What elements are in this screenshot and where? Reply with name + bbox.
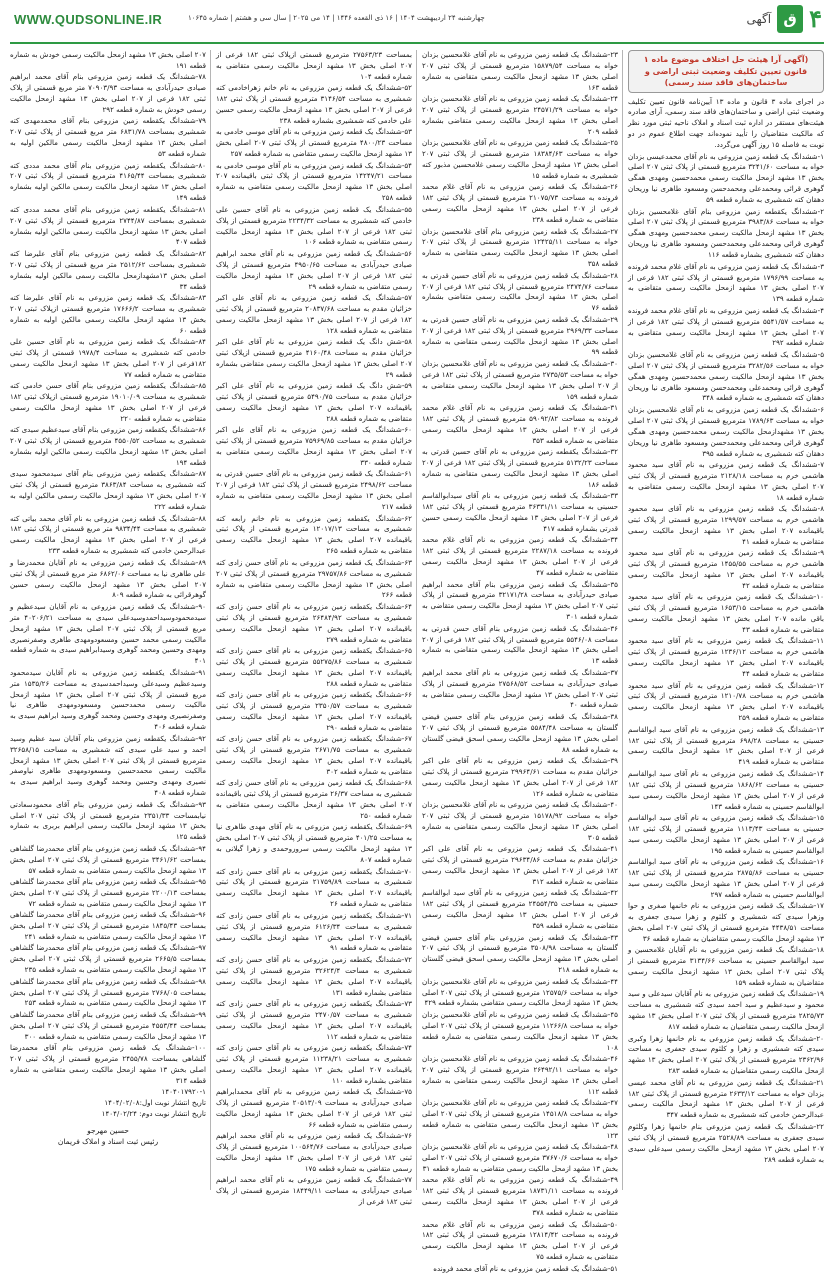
- notice-entry: ۹۵-ششدانگ یک قطعه زمین مزروعی بنام آقای محمدرضا گلشاهی بمساحت ۲۲۰۰/۱۳ مترمربع قسمتی از پلاک ثبتی ۲۰۷ اصلی بخش ۱۳ مشهد ازمحل مالکیت رسمی متقاضی به شماره قطعه ۷۲: [10, 876, 206, 908]
- notice-entry: ۷۶-ششدانگ یک قطعه زمین مزروعی به نام آقای محمد ابراهیم صیادی حیدرآبادی به مساحت ۱۰۰۵۶۴/۷۶ مترمربع قسمتی از پلاک ثبتی ۱۸۲ فرعی از ۲۰۷ اصلی بخش ۱۳ مشهد ازمحل مالکیت رسمی متقاضی به شماره قطعه ۱۷۵: [216, 1131, 412, 1174]
- notice-entry: ۱۰۰-ششدانگ یک قطعه زمین مزروعی بنام آقای محمدرضا گلشاهی بمساحت ۲۴۵۵/۷۸ مترمربع قسمتی از پلاک ثبتی ۲۰۷ اصلی بخش ۱۳ مشهد ازمحل مالکیت رسمی متقاضی به شماره قطعه ۳۱۴: [10, 1043, 207, 1085]
- notice-entry: ۵۸-شش دانگ یک قطعه زمین مزروعی به نام آقای علی اکبر خزائیان مقدم به مساحت ۴۱۶۰/۴۸ مترمربع قسمتی ازپلاک ثبتی ۲۰۷ اصلی بخش ۱۳ مشهد ازمحل مالکیت رسمی متقاضی بشماره قطعه ۲۹: [216, 337, 412, 379]
- notice-entry: ۲۶-ششدانگ یک قطعه زمین مزروعی به نام آقای غلام محمد فرونده به مساحت ۲۱۰۷۵/۷۳ مترمربع قسمتی از پلاک ثبتی ۱۸۲ فرعی از ۲۰۷ اصلی بخش ۱۳ مشهد ازمحل مالکیت رسمی متقاضی به شماره قطعه ۲۳۸: [422, 182, 619, 225]
- notice-entry: ۸-ششدانگ یک قطعه زمین مزروعی به نام آقای سید محمود هاشمی خرم به مساحت ۱۲۹۹/۵۷ مترمربع قسمتی از پلاک ثبتی باقیمانده ۲۰۷ اصلی بخش ۱۳ مشهد ازمحل مالکیت رسمی متقاضی به شماره قطعه ۴۱: [628, 504, 824, 546]
- notice-entry: ۸۰-ششدانگ یکقطعه زمین مزروعی بنام آقای محمد مددی کته شمشیری بمساحت ۴۱۶۵/۴۴ مترمربع قسمتی از پلاک ثبتی ۲۰۷ اصلی بخش ۱۳ مشهد ازمحل مالکیت رسمی مالکین اولیه بشماره قطعه ۱۴۹: [10, 160, 207, 203]
- notice-entry: ۶۱-ششدانگ یک قطعه زمین مزروعی به نام آقای حسین قدرتی به مساحت ۲۴۹۸/۶۲ مترمربع قسمتی از پلاک ثبتی ۱۸۲ فرعی از ۲۰۷ اصلی بخش ۱۳ مشهد ازمحل مالکیت رسمی متقاضی به شماره قطعه ۲۱۷: [216, 469, 412, 512]
- notice-entry: ۱۵-ششدانگ یک قطعه زمین مزروعی به نام آقای سید ابوالقاسم حسینی به مساحت ۱۱۱۳/۴۳ مترمربع قسمتی از پلاک ثبتی ۱۸۲ فرعی از ۲۰۷ اصلی بخش ۱۳ مشهد ازمحل مالکیت رسمی سید ابوالقاسم حسینی به شماره قطعه ۱۹۵: [628, 812, 824, 855]
- notice-title: (آگهی آرا هیئت حل اختلاف موضوع ماده ۱ قانون تعیین تکلیف وضعیت ثبتی اراضی و ساختمان‌های فاقد سند رسمی): [628, 50, 824, 93]
- signer-title: رئیس ثبت اسناد و املاک فریمان: [57, 1136, 159, 1146]
- notice-entry: ۳۳-ششدانگ یک قطعه زمین مزروعی به نام آقای سیدابوالقاسم حسینی به مساحت ۳۶۳۳۱/۱۱ مترمربع قسمتی از پلاک ثبتی ۱۸۲ فرعی از ۲۰۷ اصلی بخش ۱۳ مشهد ازمحل مالکیت رسمی حسین قدرتی بشماره قطعه ۴۱۷: [422, 491, 619, 533]
- column-divider: [622, 50, 623, 1190]
- notice-entry: ۴۰-ششدانگ یک قطعه زمین مزروعی به نام آقای غلامحسین بزدان خواه به مساحت ۱۵۱۷۸/۹۲ مترمربع قسمتی از پلاک ثبتی ۲۰۷ اصلی بخش ۱۳ مشهد ازمحل مالکیت رسمی متقاضی به شماره قطعه ۳۰۵: [422, 800, 618, 842]
- notice-entry: ۹-ششدانگ یک قطعه زمین مزروعی به نام آقای سید محمود هاشمی خرم به مساحت ۱۴۵۵/۵۵ مترمربع قسمتی از پلاک ثبتی باقیمانده ۲۰۷ اصلی بخش ۱۳ مشهد ازمحل مالکیت رسمی متقاضی به شماره قطعه ۴۲: [628, 548, 824, 590]
- notice-entry: ۲۸-ششدانگ یک قطعه زمین مزروعی به نام آقای حسین قدرتی به مساحت ۲۴۷۴/۷۶ مترمربع قسمتی از پلاک ثبتی ۱۸۲ فرعی از ۲۰۷ اصلی بخش ۱۳ مشهد ازمحل مالکیت رسمی متقاضی بشماره قطعه ۷۶: [422, 270, 618, 313]
- notice-entry: ۲۱-ششدانگ یک قطعه زمین مزروعی به نام آقای محمد عیسی بزدان خواه به مساحت ۲۶۳۳/۱۲ مترمربع قسمتی از پلاک ثبتی ۱۸۲ فرعی از ۲۰۷ اصلی بخش ۱۳ مشهد ازمحل مالکیت رسمی عبدالرحمن خادمی کته شمشیری به شماره قطعه ۳۴۷: [628, 1077, 825, 1120]
- section-label: آگهی: [746, 11, 772, 26]
- notice-entry: ۴۲-ششدانگ یک قطعه زمین مزروعی به نام آقای سید ابوالقاسم حسینی به مساحت ۲۴۵۵۴/۳۵ مترمربع قسمتی از پلاک ثبتی ۱۸۲ فرعی از ۲۰۷ اصلی بخش ۱۳ مشهد ازمحل مالکیت رسمی متقاضی به شماره قطعه ۳۵۹: [422, 888, 619, 931]
- notice-entry: ۱۴-ششدانگ یک قطعه زمین مزروعی به نام آقای سید ابوالقاسم حسینی به مساحت ۱۸۶۸/۶۲ مترمربع قسمتی از پلاک ثبتی ۱۸۲ فرعی از ۲۰۷ اصلی بخش ۱۳ مشهد ازمحل مالکیت رسمی سید ابوالقاسم حسینی به شماره قطعه ۱۴۳: [628, 768, 824, 811]
- notice-entry: ۲-ششدانگ یکقطعه زمین مزروعی بنام آقای غلامحسین بزدان خواه به مساحت ۳۹۸۳/۸۶ مترمربع قسمتی از پلاک ثبتی ۲۰۷ اصلی بخش ۱۳ مشهد ازمحل مالکیت رسمی محمدحسین ومهدی همگی گوهری قرائی ومحمدعلی ومحمدحسن ومسعود طاهری نیا وریحان دهقان کته شمشیری بشماره قطعه ۱۱۶: [628, 206, 825, 260]
- page-header: [0, 0, 834, 40]
- notice-entry: ۷۵-ششدانگ یک قطعه زمین مزروعی به نام آقای محمدابراهیم صیادی حیدرآبادی به مساحت ۲۰۵۱۳/۰۹ مترمربع قسمتی از پلاک ثبتی ۱۸۲ فرعی از ۲۰۷ اصلی بخش ۱۳ مشهد ازمحل مالکیت رسمی متقاضی به شماره قطعه ۶۶: [216, 1087, 412, 1129]
- notice-entry: ۵۴-ششدانگ یک قطعه زمین مزروعی به نام آقای موسی خادمی به مساحت ۱۴۲۴۷/۲۱ مترمربع قسمتی از پلاک ثبتی باقیمانده ۲۰۷ اصلی بخش ۱۳ مشهد ازمحل مالکیت رسمی متقاضی به شماره قطعه ۲۵۸: [216, 160, 412, 203]
- column-4: [10, 50, 206, 1190]
- notice-entry: ۹۲-ششدانگ یکقطعه زمین مزروعی بنام آقایان سید عظیم وسید احمد و سید علی سیدی کته شمشیری به مساحت ۳۲۶۵۸/۱۵ مترمربع قسمتی از پلاک ثبتی ۲۰۷ اصلی بخش ۱۳ مشهد ازمحل مالکیت رسمی محمدحسین ومسعودومهدی طاهری نیاوصفر نصیری ومهدی وحسین ومحمد گوهری وسید ابراهیم سیدی به شماره قطعه ۴۰۸: [10, 733, 206, 798]
- notice-entry: ۶۸-ششدانگ یک قطعه زمین مزروعی به نام آقای حسن زادی کته شمشیری به مساحت ۲۶/۳۷ مترمربع قسمتی از پلاک ثبتی باقیمانده ۲۰۷ اصلی بخش ۱۳ مشهد ازمحل مالکیت رسمی متقاضی به شماره قطعه ۲۵۰: [216, 778, 412, 821]
- notice-entry: ۳۶-ششدانگ یک قطعه زمین مزروعی بنام آقای حسن قدرتی به مساحت ۵۵۴۶/۰۸ مترمربع قسمتی از پلاک ثبتی ۱۸۲ فرعی از ۲۰۷ اصلی بخش ۱۳ مشهد ازمحل مالکیت رسمی متقاضی به شماره قطعه ۱۳: [422, 623, 618, 666]
- notice-entry: ۳-ششدانگ یک قطعه زمین مزروعی به نام آقای غلام محمد فرونده به مساحت ۱۷۹۶/۹۹ مترمربع قسمتی از پلاک ثبتی ۱۸۲ فرعی از ۲۰۷ اصلی بخش ۱۳ مشهد ازمحل مالکیت رسمی متقاضی به شماره قطعه ۱۳۹: [628, 261, 825, 304]
- notice-entry: ۸۷-ششدانگ یکقطعه زمین مزروعی بنام آقای سیدمحمود سیدی کته شمشیری به مساحت ۳۸۶۳/۸۴ مترمربع قسمتی از پلاک ثبتی ۲۰۷ اصلی بخش ۱۳ مشهد ازمحل مالکیت رسمی مالکین اولیه به شماره قطعه ۲۲۲: [10, 469, 206, 512]
- notice-entry: ۶۵-ششدانگ یکقطعه زمین مزروعی به نام آقای حسن زادی کته شمشیری به مساحت ۵۵۲۷۵/۸۶ مترمربع قسمتی از پلاک ثبتی باقیمانده ۲۰۷ اصلی بخش ۱۳ مشهد ازمحل مالکیت رسمی متقاضی به شماره قطعه ۲۸۸: [216, 645, 412, 688]
- notice-entry: ۶۰-ششدانگ یک قطعه زمین مزروعی به نام آقای علی اکبر خزائیان مقدم به مساحت ۷۵۹۶۹/۸۵ مترمربع قسمتی از پلاک ثبتی ۲۰۷ اصلی بخش ۱۳ مشهد ازمحل مالکیت رسمی متقاضی به شماره قطعه ۳۳۰: [216, 425, 412, 468]
- notice-entry: ۸۵-ششدانگ یکقطعه زمین مزروعی بنام آقای حسن خادمی کته شمشیری به مساحت ۱۹۰۱۰/۰۹ مترمربع قسمتی ازپلاک ثبتی ۱۸۲ فرعی از ۲۰۷ اصلی بخش ۱۳ مشهد ازمحل مالکیت رسمی متقاضی به شماره قطعه ۲۲۰: [10, 381, 207, 423]
- notice-entry: ۹۷-ششدانگ یک قطعه زمین مزروعی بنام آقای محمدرضا گلشاهی بمساحت ۲۶۶۵/۵ مترمربع قسمتی از پلاک ثبتی ۲۰۷ اصلی بخش ۱۳ مشهد ازمحل مالکیت رسمی متقاضی به شماره قطعه ۲۳۵: [10, 943, 207, 975]
- notice-entry: ۶۶-ششدانگ یکقطعه زمین مزروعی به نام آقای حسن زادی کته شمشیری به مساحت ۲۳۵۰/۵۷ مترمربع قسمتی از پلاک ثبتی باقیمانده ۲۰۷ اصلی بخش ۱۳ مشهد ازمحل مالکیت رسمی متقاضی به شماره قطعه ۲۹۰: [216, 690, 412, 732]
- header-divider: [10, 42, 824, 44]
- notice-entry: ۳۲-ششدانگ یکقطعه زمین مزروعی به نام آقای حسین قدرتی به مساحت ۵۱۳۲/۲۳ مترمربع قسمتی از پلاک ثبتی ۱۸۲ فرعی از ۲۰۷ اصلی بخش ۱۳ مشهد ازمحل مالکیت رسمی متقاضی به شماره قطعه ۱۸۶: [422, 447, 618, 489]
- second-publish-date: تاریخ انتشار نوبت دوم: ۱۴۰۴/۰۲/۲۴: [101, 1109, 206, 1118]
- notice-entry: ۶۲-ششدانگ یکقطعه زمین مزروعی به نام خانم رابعه کته شمشیری به مساحت ۱۲۰۱۷/۱۳ مترمربع قسمتی از پلاک ثبتی باقیمانده ۲۰۷ اصلی بخش ۱۳ مشهد ازمحل مالکیت رسمی متقاضی به شماره قطعه ۲۶۵: [216, 513, 412, 556]
- notice-entry: ۱۲-ششدانگ یک قطعه زمین مزروعی به نام آقای سید محمود هاشمی خرم به مساحت ۱۲۱۰/۷۸ مترمربع قسمتی از پلاک ثبتی باقیمانده ۲۰۷ اصلی بخش ۱۳ مشهد ازمحل مالکیت رسمی متقاضی به شماره قطعه ۲۵۹: [628, 680, 824, 723]
- column-4-entries: [10, 50, 206, 1087]
- notice-entry: ۷۷-ششدانگ یک قطعه زمین مزروعی به نام آقای محمد ابراهیم صیادی حیدرآبادی به مساحت ۱۸۴۴۹/۱۱ مترمربع قسمتی از پلاک ثبتی ۱۸۲ فرعی از: [216, 1175, 412, 1207]
- notice-entry: ۸۱-ششدانگ یکقطعه زمین مزروعی بنام آقای محمد مددی کته شمشیری بمساحت ۲۷۴۴/۸۷ مترمربع قسمتی از پلاک ثبتی ۲۰۷ اصلی بخش ۱۳ مشهد ازمحل مالکیت رسمی مالکین اولیه بشماره قطعه ۴۰۷: [10, 204, 207, 247]
- notice-entry: ۴۸-ششدانگ یک قطعه زمین مزروعی به نام آقای غلامحسین بزدان خواه به مساحت ۳۷۶۷۰/۶ مترمربع قسمتی از پلاک ثبتی ۲۰۷ اصلی بخش ۱۳ مشهد ازمحل مالکیت رسمی متقاضی به شماره قطعه ۳۱: [422, 1142, 619, 1174]
- notice-entry: ۹۳-ششدانگ یک قطعه زمین مزروعی بنام آقای محمودسعادتی نیابمساحت ۲۳۵۱/۳۳ مترمربع قسمتی از پلاک ثبتی ۲۰۷ اصلی بخش ۱۳ مشهد ازمحل مالکیت رسمی ابراهیم بربری به شماره قطعه ۱۲۵: [10, 799, 207, 842]
- notice-entry: ۲۴-ششدانگ یک قطعه زمین مزروعی به نام آقای غلامحسین بزدان خواه به مساحت ۲۴۵۷۱/۲۹ مترمربع قسمتی از پلاک ثبتی ۲۰۷ اصلی بخش ۱۳ مشهد ازمحل مالکیت رسمی متقاضی بشماره قطعه ۲۰۹: [422, 94, 618, 136]
- notice-entry: ۹۱-ششدانگ یکقطعه زمین مزروعی به نام آقایان سیدمحمود وسیدعظیم وسیدعلی وسیداحمدسیدی به مساحت ۱۵۳۵/۲۶ متر مربع قسمتی از پلاک ثبتی ۲۰۷ اصلی بخش ۱۳ مشهد ازمحل مالکیت رسمی محمدحسین ومسعودومهدی طاهری نیا وصفرنصیری ومهدی وحسین ومحمد گوهری وسید ابراهیم سیدی به شماره قطعه ۴۰۶: [10, 667, 207, 732]
- notice-entry: ۷۸-ششدانگ یک قطعه زمین مزروعی بنام آقای محمد ابراهیم صیادی حیدرآبادی به مساحت ۷۰۹۰۳/۹۳ متر مربع قسمتی از پلاک ثبتی ۱۸۲ فرعی از ۲۰۷ اصلی بخش ۱۳ مشهد ازمحل مالکیت رسمی خودش به شماره قطعه ۲۹۲: [10, 72, 207, 115]
- notice-entry: ۴-ششدانگ یک قطعه زمین مزروعی به نام آقای غلام محمد فرونده به مساحت ۵۵۴۱/۵۷ مترمربع قسمتی از پلاک ثبتی ۱۸۲ فرعی از ۲۰۷ اصلی بخش ۱۳ مشهد ازمحل مالکیت رسمی متقاضی به شماره قطعه ۲۹۲: [628, 305, 825, 348]
- column-3: [216, 50, 413, 1207]
- notice-entry: ۸۲-ششدانگ یک قطعه زمین مزروعی بنام آقای علیرضا کته شمشیری بمساحت ۲۵۱۲/۶۲ متر مربع قسمتی از پلاک ثبتی ۲۰۷ اصلی بخش ۱۳مشهدازمحل مالکیت رسمی مالکین اولیه بشماره قطعه ۳۴: [10, 248, 207, 291]
- publication-dates: [10, 1087, 206, 1120]
- notice-entry: ۴۳-ششدانگ یک قطعه زمین مزروعی بنام آقای حسین فیضی گلستان به مساحت ۳۵۰۸/۹۸ مترمربع قسمتی از پلاک ثبتی ۲۰۷ اصلی بخش ۱۳ مشهد ازمحل مالکیت رسمی اسحق فیضی گلستان به شماره قطعه ۲۱۸: [422, 932, 618, 975]
- notice-entry: ۵۱-ششدانگ یک قطعه زمین مزروعی به نام آقای محمد فرونده: [433, 1263, 618, 1273]
- notice-entry: ۱۱-ششدانگ یک قطعه زمین مزروعی به نام آقای سید محمود هاشمی خرم به مساحت ۱۲۳۶/۱۲ مترمربع قسمتی از پلاک ثبتی باقیمانده ۲۰۷ اصلی بخش ۱۳ مشهد ازمحل مالکیت رسمی متقاضی به شماره قطعه ۴۴: [628, 636, 824, 679]
- first-publish-date: تاریخ انتشار نوبت اول:۱۴۰۴/۰۲/۰۸: [104, 1098, 206, 1108]
- notice-entry: ۶۴-ششدانگ یکقطعه زمین مزروعی به نام آقای حسن زادی کته شمشیری به مساحت ۲۶۴۸۴/۹۲ مترمربع قسمتی از پلاک ثبتی باقیمانده ۲۰۷ اصلی بخش ۱۳ مشهد ازمحل مالکیت رسمی متقاضی به شماره قطعه ۲۷۹: [216, 601, 412, 644]
- notice-entry: ۵۲-ششدانگ یک قطعه زمین مزروعی به نام خانم زهراخادمی کته شمشیری به مساحت ۳۱۴۶/۵۴ مترمربع قسمتی از پلاک ثبتی ۱۸۲ فرعی از ۲۰۷ اصلی بخش ۱۳ مشهد ازمحل مالکیت رسمی حسین علی خادمی کته شمشیری بشماره قطعه ۲۳۸: [216, 83, 413, 125]
- column-divider: [416, 50, 417, 1190]
- notice-entry: ۳۰-ششدانگ یک قطعه زمین مزروعی به نام آقای غلامحسین بزدان خواه به مساحت ۲۷۳۵/۵۳ مترمربع قسمتی از پلاک ثبتی ۱۸۲ فرعی از ۲۰۷ اصلی بخش ۱۳ مشهد ازمحل مالکیت رسمی متقاضی به شماره قطعه ۱۵۹: [422, 358, 619, 401]
- signature-block: [10, 1126, 206, 1148]
- notice-entry: ۵۰-ششدانگ یک قطعه زمین مزروعی به نام آقای غلام محمد فرونده به مساحت ۱۲۸۱۴/۴۲ مترمربع قسمتی از پلاک ثبتی ۱۸۲ فرعی از ۲۰۷ اصلی بخش ۱۳ مشهد ازمحل مالکیت رسمی متقاضی به شماره قطعه ۷۵: [422, 1219, 619, 1262]
- notice-entry: ۴۷-ششدانگ یک قطعه زمین مزروعی به نام آقای غلامحسین بزدان خواه به مساحت ۱۴۵۱۸/۸ مترمربع قسمتی از پلاک ثبتی ۲۰۷ اصلی بخش ۱۳ مشهد ازمحل مالکیت رسمی متقاضی به شماره قطعه ۱۲۳: [422, 1098, 619, 1140]
- notice-entry: ۷۲-ششدانگ یکقطعه زمین مزروعی به نام آقای حسن زادی کته شمشیری به مساحت ۳۲۶۲۴/۴ مترمربع قسمتی از پلاک ثبتی باقیمانده ۲۰۷ اصلی بخش ۱۳ مشهد ازمحل مالکیت رسمی متقاضی بشماره قطعه ۱۳۱: [216, 954, 412, 997]
- notice-entry: ۱۰-ششدانگ یک قطعه زمین مزروعی به نام آقای سید محمود هاشمی خرم به مساحت ۱۶۵۳/۱۵ مترمربع قسمتی از پلاک ثبتی باقی مانده ۲۰۷ اصلی بخش ۱۳ مشهد ازمحل مالکیت رسمی متقاضی به شماره قطعه ۴۳: [628, 592, 825, 634]
- column-divider: [210, 50, 211, 1190]
- signer-name: حسین مهرجو: [87, 1125, 129, 1135]
- notice-entry: ۱۹-ششدانگ یک قطعه زمین مزروعی به نام آقایان سیدعلی و سید محمود و سیدعظیم و سید احمد سیدی کته شمشیری به مساحت ۲۸۲۵/۷۳ مترمربع قسمتی از پلاک ثبتی ۲۰۷ اصلی بخش ۱۳ مشهد ازمحل مالکیت رسمی متقاضیان به شماره قطعه ۸۱۷: [628, 989, 824, 1032]
- notice-entry: ۳۷-ششدانگ یک قطعه زمین مزروعی به نام آقای محمد ابراهیم صیادی حیدرآبادی به مساحت ۲۷۵۶۸/۵۲ مترمربع قسمتی از پلاک ثبتی ۲۰۷ اصلی بخش ۱۳ مشهد ازمحل مالکیت رسمی متقاضی به شماره قطعه ۴۰: [422, 667, 618, 710]
- notice-entry: ۱۸-ششدانگ یک قطعه زمین مزروعی به نام آقایان غلامحسین و سید ابوالقاسم حسینی به مساحت ۳۱۳۴/۶۶ مترمربع قسمتی از پلاک ثبتی ۲۰۷ اصلی بخش ۱۳ مشهد ازمحل مالکیت رسمی متقاضیان به شماره قطعه ۱۵۹: [628, 945, 824, 987]
- notice-entry: ۶-ششدانگ یک قطعه زمین مزروعی به نام آقای غلامحسین بزدان خواه به مساحت ۱۷۸۹/۶۳ مترمربع قسمتی از پلاک ثبتی ۲۰۷ اصلی بخش ۱۳ مشهدازمحل مالکیت رسمی محمدحسین ومهدی همگی گوهری قرائی ومحمدعلی ومحمدحسن ومسعود طاهری نیا وریحان دهقان کته شمشیری به شماره قطعه ۳۹۵: [628, 404, 825, 458]
- notice-entry: ۲۳-ششدانگ یک قطعه زمین مزروعی به نام آقای غلامحسین بزدان خواه به مساحت ۱۵۸۷۹/۵۴ مترمربع قسمتی از پلاک ثبتی ۲۰۷ اصلی بخش ۱۳ مشهد ازمحل مالکیت رسمی متقاضی به شماره قطعه ۱۶۳: [422, 50, 618, 92]
- notice-entry: ۶۳-ششدانگ یک قطعه زمین مزروعی به نام آقای حسن زادی کته شمشیری به مساحت ۲۹۷۵۷/۸۶ مترمربع قسمتی از پلاک ثبتی ۲۰۷ اصلی بخش ۱۳ مشهد ازمحل مالکیت رسمی متقاضی به شماره قطعه ۲۶۶: [216, 557, 412, 600]
- notice-entry: ۸۹-ششدانگ یک قطعه زمین مزروعی به نام آقایان محمدرضا و علی طاهری نیا به مساحت ۶۸۶۲/۰۶ متر مربع قسمتی از پلاک ثبتی ۲۰۷ اصلی بخش ۱۳ مشهد ازمحل مالکیت رسمی حسین گوهرقرائی به شماره قطعه ۸۰۹: [10, 557, 207, 600]
- notice-entry: ۴۴-ششدانگ یک قطعه زمین مزروعی به نام آقای غلامحسین بزدان خواه به مساحت ۱۲۵۷۵/۶ مترمربع قسمتی از پلاک ثبتی ۲۰۷ اصلی بخش ۱۳ مشهد ازمحل مالکیت رسمی متقاضی بشماره قطعه ۴۲۹: [422, 976, 619, 1008]
- notice-entry: ۲۲-ششدانگ یک قطعه زمین مزروعی بنام خانمها زهرا وکلثوم سیدی جعفری به مساحت ۲۵۲۸/۸۹ مترمربع قسمتی از پلاک ثبتی ۲۰۷ اصلی بخش ۱۳ مشهد ازمحل مالکیت رسمی سیدعلی سیدی به شماره قطعه ۲۸۹: [628, 1121, 824, 1164]
- column-2: [422, 50, 619, 1273]
- notice-entry: ۵۵-ششدانگ یک قطعه زمین مزروعی به نام آقای حسین علی خادمی کته شمشیری به مساحت ۲۲۳۴/۳۲ مترمربع قسمتی از پلاک ثبتی ۱۸۲ فرعی از ۲۰۷ اصلی بخش ۱۳ مشهد ازمحل مالکیت رسمی متقاضی به شماره قطعه ۱۰۶: [216, 204, 412, 247]
- page-number: ۴: [809, 4, 822, 33]
- website-url[interactable]: WWW.QUDSONLINE.IR: [14, 12, 163, 27]
- notice-entry: ۵۹-شش دانگ یک قطعه زمین مزروعی به نام آقای علی اکبر خزائیان مقدم به مساحت ۵۴۹۰/۷۵ مترمربع قسمتی از پلاک ثبتی باقیمانده ۲۰۷ اصلی بخش ۱۳ مشهد ازمحل مالکیت رسمی متقاضی به شماره قطعه ۲۸۸: [216, 381, 412, 423]
- notice-entry: ۸۳-ششدانگ یک قطعه زمین مزروعی به نام آقای علیرضا کته شمشیری به مساحت ۱۷۶۶۶/۲ مترمربع قسمتی ازپلاک ثبتی ۲۰۷ بخش ۱۳ مشهد ازمحل مالکیت رسمی مالکین اولیه به شماره قطعه ۶۰: [10, 292, 206, 335]
- notice-entry: ۲۰-ششدانگ یک قطعه زمین مزروعی به نام خانمها زهرا وکبری سیدی کته شمشیری و زهرا و کلثوم سیدی جعفری به مساحت ۲۳۶۲/۹۶ مترمربع قسمتی از پلاک ثبتی ۲۰۷ اصلی بخش ۱۳ مشهد ازمحل مالکیت رسمی متقاضیان به شماره قطعه ۲۸۳: [628, 1033, 824, 1076]
- notice-entry: ۲۰۷ اصلی بخش ۱۳ مشهد ازمحل مالکیت رسمی خودش به شماره قطعه ۱۹۱: [10, 50, 206, 70]
- notice-entry: ۹۹-ششدانگ یک قطعه زمین مزروعی بنام آقای محمدرضا گلشاهی بمساحت ۴۵۵۳/۴۴ مترمربع قسمتی از پلاک ثبتی ۲۰۷ اصلی بخش ۱۳ مشهد ازمحل مالکیت رسمی متقاضی به شماره قطعه ۳۰۰: [10, 1009, 206, 1041]
- notice-entry: ۴۵-ششدانگ یک قطعه زمین مزروعی به نام آقای غلامحسین بزدان خواه به مساحت ۱۱۲۶۶/۸ مترمربع قسمتی از پلاک ثبتی ۲۰۷ اصلی بخش ۱۳ مشهد ازمحل مالکیت رسمی متقاضی به شماره قطعه ۱۰۸: [422, 1009, 619, 1052]
- notice-entry: ۹۴-ششدانگ یک قطعه زمین مزروعی بنام آقای محمدرضا گلشاهی بمساحت ۳۴۶۱/۶۲ مترمربع قسمتی از پلاک ثبتی ۲۰۷ اصلی بخش ۱۳ مشهد ازمحل مالکیت رسمی متقاضی به شماره قطعه ۵۷: [10, 843, 206, 875]
- notice-code: ۱۴۰۴۰۱۷۹۲۰-۱: [161, 1087, 206, 1097]
- notice-entry: ۳۹-ششدانگ یک قطعه زمین مزروعی به نام آقای علی اکبر خزائیان مقدم به مساحت ۲۹۹۶۴/۶۱ مترمربع قسمتی از پلاک ثبتی ۱۸۲ فرعی از ۲۰۷ اصلی بخش ۱۳ مشهد ازمحل مالکیت رسمی متقاضی به شماره قطعه ۱۲۶: [422, 756, 618, 798]
- notice-entry: ۱۳-ششدانگ یک قطعه زمین مزروعی به نام آقای سید ابوالقاسم حسینی به مساحت ۶۹۸/۲۸ مترمربع قسمتی از پلاک ثبتی ۱۸۲ فرعی از ۲۰۷ اصلی بخش ۱۳ مشهد ازمحل مالکیت رسمی متقاضی به شماره قطعه ۴۱۹: [628, 724, 825, 767]
- notice-entry: ۳۸-ششدانگ یک قطعه زمین مزروعی بنام آقای حسین فیضی گلستان به مساحت ۵۵۸۴/۴۸ مترمربع قسمتی از پلاک ثبتی ۲۰۷ اصلی بخش ۱۳ مشهد ازمحل مالکیت رسمی اسحق فیضی گلستان به شماره قطعه ۸۸: [422, 711, 618, 754]
- notice-entry: ۴۹-ششدانگ یک قطعه زمین مزروعی به نام آقای غلام محمد فرونده به مساحت ۱۸۷۳۱/۱۱ مترمربع قسمتی از پلاک ثبتی ۱۸۲ فرعی از ۲۰۷ اصلی بخش ۱۳ مشهد ازمحل مالکیت رسمی متقاضی به شماره قطعه ۳۷۸: [422, 1175, 619, 1218]
- notice-entry: ۹۰-ششدانگ یک قطعه زمین مزروعی به نام آقایان سیدعظیم و سیدمحمودوسیداحمدوسیدعلی سیدی به مساحت ۴۰۲۰۶/۲۱ متر مربع قسمتی از پلاک ثبتی ۲۰۷ اصلی بخش ۱۳ مشهد ازمحل مالکیت رسمی محمد حسین ومسعودومهدی طاهری وصفرنصیری ومهدی وحسین ومحمد گوهری وسیدابراهیم سیدی به شماره قطعه ۴۰۱: [10, 601, 207, 666]
- notice-entry: ۷۹-ششدانگ یکقطعه زمین مزروعی بنام آقای محمدمهدی کته شمشیری بمساحت ۶۸۳۱/۷۸ متر مربع قسمتی از پلاک ثبتی ۲۰۷ اصلی بخش ۱۳ مشهد ازمحل مالکیت رسمی مالکین اولیه به شماره قطعه ۵۳: [10, 116, 207, 159]
- notice-entry: ۸۴-ششدانگ یک قطعه زمین مزروعی به نام آقای حسین علی خادمی کته شمشیری به مساحت ۱۹۷۸/۴ قسمتی از پلاک ثبتی ۱۸۲فرعی از ۲۰۷ اصلی بخش ۱۳ مشهد ازمحل مالکیت رسمی متقاضی به شماره قطعه ۷۷: [10, 337, 207, 379]
- newspaper-logo-icon: ق: [777, 5, 803, 33]
- notice-entry: ۲۷-ششدانگ یک قطعه زمین مزروعی بنام آقای غلامحسین بزدان خواه به مساحت ۱۲۴۲۵/۱۱ مترمربع قسمتی از پلاک ثبتی ۲۰۷ اصلی بخش ۱۳ مشهد ازمحل مالکیت رسمی متقاضی به شماره قطعه ۳۵۸: [422, 226, 618, 269]
- notice-entry: ۱-ششدانگ یک قطعه زمین مزروعی به نام آقای محمدعیسی بزدان خواه به مساحت ۳۲۴۱/۶۰ مترمربع قسمتی از پلاک ثبتی ۲۰۷ اصلی بخش ۱۳ مشهد ازمحل مالکیت رسمی محمدحسین ومهدی همگی گوهری قرائی ومحمدعلی ومحمدحسن ومسعود طاهری نیا وریحان دهقان کته شمشیری به شماره قطعه ۵۹: [628, 151, 825, 205]
- notice-entry: ۷۴-ششدانگ یکقطعه زمین مزروعی به نام آقای حسن زادی کته شمشیری به مساحت ۱۱۲۳۸/۲۱ مترمربع قسمتی از پلاک ثبتی باقیمانده ۲۰۷ اصلی بخش ۱۳ مشهد ازمحل مالکیت رسمی متقاضی بشماره قطعه ۱۱۰: [216, 1043, 412, 1085]
- notice-entry: ۷-ششدانگ یک قطعه زمین مزروعی به نام آقای سید محمود هاشمی خرم به مساحت ۲۱۲۸/۱۸ مترمربع قسمتی از پلاک ثبتی ۲۰۷ اصلی بخش ۱۳ مشهد ازمحل مالکیت رسمی متقاضی به شماره قطعه ۱۸: [628, 459, 824, 502]
- notice-entry: ۷۱-ششدانگ یکقطعه زمین مزروعی به نام آقای حسن زادی کته شمشیری به مساحت ۶۱۲۶/۳۴ مترمربع قسمتی از پلاک ثبتی باقیمانده ۲۰۷ اصلی بخش ۱۳ مشهد ازمحل مالکیت رسمی متقاضی به شماره قطعه ۹۱: [216, 910, 412, 953]
- notice-intro: در اجرای ماده ۳ قانون و ماده ۱۳ آیین‌نامه قانون تعیین تکلیف وضعیت ثبتی اراضی و ساختمان‌های فاقد سند رسمی، آرای صادره هیئت‌های مستقر در اداره ثبت اسناد و املاک ناحیه ثبتی مورد نظر که مالکیت متقاضیان را تأیید نموده‌اند جهت اطلاع عموم در دو نوبت به فاصله ۱۵ روز آگهی می‌گردد.: [628, 96, 825, 150]
- header-brand: [747, 4, 822, 33]
- notice-entry: ۳۱-ششدانگ یک قطعه زمین مزروعی به نام آقای غلام محمد فرونده به مساحت ۵۹۰۹۲/۸۲ مترمربع قسمتی از پلاک ثبتی ۱۸۲ فرعی از ۲۰۷ اصلی بخش ۱۳ مشهد ازمحل مالکیت رسمی متقاضی به شماره قطعه ۳۵۳: [422, 403, 619, 445]
- notice-entry: ۷۰-ششدانگ یکقطعه زمین مزروعی به نام آقای حسن زادی کته شمشیری به مساحت ۲۱۷۵۹/۸۹ مترمربع قسمتی از پلاک ثبتی باقیمانده ۲۰۷ اصلی بخش ۱۳ مشهد ازمحل مالکیت رسمی متقاضی به شماره قطعه ۲۶: [216, 866, 412, 909]
- notice-entry: ۸۸-ششدانگ یک قطعه زمین مزروعی به نام آقای محمد بیاتی کته شمشیری به مساحت ۹۸۳۴/۴۴ متر مربع قسمتی از پلاک ثبتی ۱۸۲ فرعی از ۲۰۷ اصلی بخش ۱۳ مشهد ازمحل مالکیت رسمی عبدالرحمن خادمی کته شمشیری به شماره قطعه ۲۳۳: [10, 513, 207, 556]
- notice-entry: ۵۷-ششدانگ یک قطعه زمین مزروعی به نام آقای علی اکبر خزائیان مقدم به مساحت ۲۰۸۳۷/۶۸ مترمربع قسمتی از پلاک ثبتی ۱۸۲ فرعی از ۲۰۷ اصلی بخش ۱۳ مشهد ازمحل مالکیت رسمی متقاضی به شماره قطعه ۱۲۸: [216, 292, 412, 335]
- column-1: [628, 50, 824, 1190]
- notice-entry: ۹۶-ششدانگ یک قطعه زمین مزروعی بنام آقای محمدرضا گلشاهی بمساحت ۱۸۴۵/۴۳ مترمربع قسمتی از پلاک ثبتی ۲۰۷ اصلی بخش ۱۳ مشهد ازمحل مالکیت رسمی متقاضی به شماره قطعه ۲۴۱: [10, 910, 206, 941]
- notice-entry: ۲۹-ششدانگ یک قطعه زمین مزروعی به نام آقای حسین قدرتی به مساحت ۲۹۶۹/۳۳ مترمربع قسمتی از پلاک ثبتی ۱۸۲ فرعی از ۲۰۷ اصلی بخش ۱۳ مشهد ازمحل مالکیت رسمی متقاضی به شماره قطعه ۹۹: [422, 314, 618, 357]
- notice-entry: ۵-ششدانگ یک قطعه زمین مزروعی به نام آقای غلامحسین بزدان خواه به مساحت ۳۲۸۲/۵۶ مترمربع قسمتی از پلاک ثبتی ۲۰۷ اصلی بخش ۱۳ مشهد ازمحل مالکیت رسمی محمدحسین ومهدی همگی گوهری قرائی ومحمدعلی ومحمدحسن ومسعود طاهری نیا وریحان دهقان کته شمشیری به شماره قطعه ۳۴۸: [628, 349, 825, 403]
- notice-entry: ۳۵-ششدانگ یک قطعه زمین مزروعی بنام آقای محمد ابراهیم صیادی حیدرآبادی به مساحت ۳۲۱۷۱/۲۸ مترمربع قسمتی از پلاک ثبتی ۲۰۷ اصلی بخش ۱۳ مشهد ازمحل مالکیت رسمی متقاضی به شماره قطعه ۳۰۱: [422, 579, 618, 622]
- notice-entry: ۴۱-ششدانگ یک قطعه زمین مزروعی به نام آقای علی اکبر خزائیان مقدم به مساحت ۲۹۶۳۴/۸۶ مترمربع قسمتی از پلاک ثبتی ۱۸۲ فرعی از ۲۰۷ اصلی بخش ۱۳ مشهد ازمحل مالکیت رسمی متقاضی به شماره قطعه ۳۱۲: [422, 844, 618, 886]
- notice-body: [10, 50, 825, 1273]
- notice-entry: ۷۳-ششدانگ یکقطعه زمین مزروعی به نام آقای حسن زادی کته شمشیری به مساحت ۲۴۷۰/۵۷ مترمربع قسمتی از پلاک ثبتی باقیمانده ۲۰۷ اصلی بخش ۱۳ مشهد ازمحل مالکیت رسمی متقاضی به شماره قطعه ۱۱۲: [216, 998, 412, 1041]
- notice-entry: ۳۴-ششدانگ یک قطعه زمین مزروعی به نام آقای غلام محمد فرونده به مساحت ۲۲۸۷/۱۸ مترمربع قسمتی از پلاک ثبتی ۱۸۲ فرعی از ۲۰۷ اصلی بخش ۱۳ مشهد ازمحل مالکیت رسمی متقاضی به شماره قطعه ۴۷: [422, 535, 619, 578]
- notice-entry: ۶۹-ششدانگ یکقطعه زمین مزروعی به نام آقای مهدی طاهری نیا به مساحت ۴۰۱/۲۵ مترمربع قسمتی از پلاک ثبتی ۲۰۷ اصلی بخش ۱۳ مشهد ازمحل مالکیت رسمی سروروحمدی و زهرا گیلانی به شماره قطعه ۸۰۷: [216, 822, 412, 865]
- notice-entry: ۸۶-ششدانگ یکقطعه زمین مزروعی بنام آقای سیدعظیم سیدی کته شمشیری به مساحت ۴۵۵۰/۵۲ مترمربع قسمتی از پلاک ثبتی ۲۰۷ اصلی بخش ۱۳ مشهد ازمحل مالکیت رسمی مالکین اولیه بشماره قطعه ۱۹۴: [10, 425, 206, 468]
- issue-date-line: چهارشنبه ۲۴ اردیبهشت ۱۴۰۴ | ۱۶ ذی القعده ۱۴۴۶ | ۱۴ می ۲۰۲۵ | سال سی و هشتم | شماره ۱۰۶۴۵: [188, 14, 485, 22]
- notice-entry: ۴۶-ششدانگ یک قطعه زمین مزروعی به نام آقای غلامحسین بزدان خواه به مساحت ۲۶۴۹۲/۱۱ مترمربع قسمتی از پلاک ثبتی ۲۰۷ اصلی بخش ۱۳ مشهد ازمحل مالکیت رسمی متقاضی به شماره قطعه ۱۱۲: [422, 1053, 618, 1096]
- notice-entry: ۶۷-ششدانگ یکقطعه زمین مزروعی به نام آقای حسن زادی کته شمشیری به مساحت ۲۶۷۱/۷۵ مترمربع قسمتی از پلاک ثبتی باقیمانده ۲۰۷ اصلی بخش ۱۳ مشهد ازمحل مالکیت رسمی متقاضی به شماره قطعه ۳۰۲: [216, 734, 412, 776]
- notice-entry: ۲۵-ششدانگ یک قطعه زمین مزروعی به نام آقای غلامحسین بزدان خواه به مساحت ۱۸۳۸۴/۶۳ مترمربع قسمتی از پلاک ثبتی ۲۰۷ اصلی بخش ۱۳ مشهد ازمحل مالکیت رسمی غلامحسین مذبور کته شمشیری به شماره قطعه ۱۵: [422, 138, 618, 180]
- notice-entry: بمساحت ۲۷۵۶۳/۲۳ مترمربع قسمتی ازپلاک ثبتی ۱۸۲ فرعی از ۲۰۷ اصلی بخش ۱۳ مشهد ازمحل مالکیت رسمی متقاضی به شماره قطعه ۱۰۴: [216, 50, 412, 81]
- notice-entry: ۵۶-ششدانگ یک قطعه زمین مزروعی به نام آقای محمد ابراهیم صیادی حیدرآبادی به مساحت ۴۹۵۰/۶۵ مترمربع قسمتی از پلاک ثبتی ۱۸۲ فرعی از ۲۰۷ اصلی بخش ۱۳ مشهد ازمحل مالکیت رسمی متقاضی به شماره قطعه ۲۹: [216, 248, 412, 291]
- notice-entry: ۱۷-ششدانگ یک قطعه زمین مزروعی به نام خانمها صغری و حوا وزهرا سیدی کته شمشیری و کلثوم و زهرا سیدی جعفری به مساحت ۴۴۳۸/۵۱ مترمربع قسمتی از پلاک ثبتی ۲۰۷ اصلی بخش ۱۳ مشهد ازمحل مالکیت رسمی متقاضیان به شماره قطعه ۳۶: [628, 901, 824, 943]
- notice-entry: ۱۶-ششدانگ یک قطعه زمین مزروعی به نام آقای سید ابوالقاسم حسینی به مساحت ۲۸۷۵/۸۶ مترمربع قسمتی از پلاک ثبتی ۱۸۲ فرعی از ۲۰۷ اصلی بخش ۱۳ مشهد ازمحل مالکیت رسمی سید ابوالقاسم حسینی به شماره قطعه ۲۹۷: [628, 857, 824, 899]
- notice-entry: ۵۳-ششدانگ یک قطعه زمین مزروعی به نام آقای موسی خادمی به مساحت ۴۸۰۰/۲۳ مترمربع قسمتی از پلاک ثبتی ۲۰۷ اصلی بخش ۱۳ مشهد ازمحل مالکیت رسمی متقاضی به شماره قطعه ۲۵۷: [216, 127, 412, 159]
- notice-entry: ۹۸-ششدانگ یک قطعه زمین مزروعی بنام آقای محمدرضا گلشاهی بمساحت ۲۷۶۸/۰۵ مترمربع قسمتی از پلاک ثبتی ۲۰۷ اصلی بخش ۱۳ مشهد ازمحل مالکیت رسمی متقاضی به شماره قطعه ۲۵۳: [10, 976, 206, 1008]
